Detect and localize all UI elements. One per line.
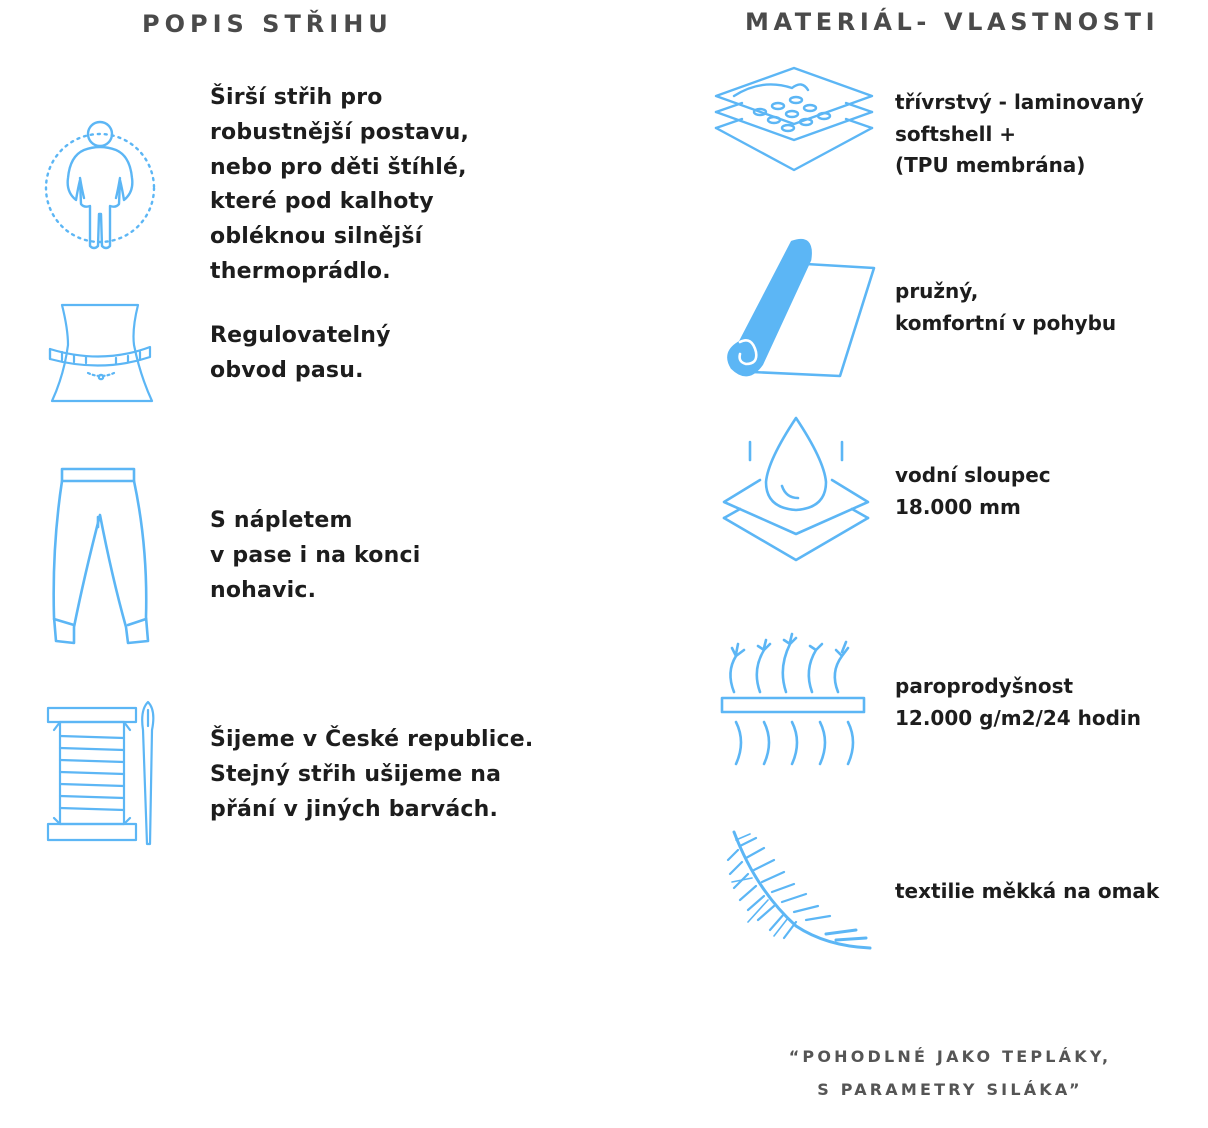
item-text-made-in-cz: Šijeme v České republice. Stejný střih ušijeme na přání v jiných barvách.	[210, 727, 534, 822]
tagline-quote: “POHODLNÉ JAKO TEPLÁKY, S PARAMETRY SILÁKA”	[788, 1047, 1112, 1099]
item-text-ribbing: S nápletem v pase i na konci nohavic.	[210, 508, 421, 603]
water-drop-icon	[720, 416, 872, 564]
breathable-icon	[720, 632, 868, 768]
body-icon	[44, 118, 156, 253]
item-text-breathability: paroprodyšnost 12.000 g/m2/24 hodin	[895, 674, 1142, 730]
item-text-stretch: pružný, komfortní v pohybu	[895, 279, 1117, 335]
thread-spool-needle-icon	[44, 700, 160, 848]
item-text-wide-cut: Širší střih pro robustnější postavu, nebo pro děti štíhlé, které pod kalhoty obléknou silnější thermoprádlo.	[210, 85, 470, 284]
item-text-soft-textile: textilie měkká na omak	[895, 879, 1160, 903]
pants-icon	[48, 467, 154, 645]
material-properties-heading: MATERIÁL- VLASTNOSTI	[745, 8, 1160, 36]
item-text-three-layer: třívrstvý - laminovaný softshell + (TPU membrána)	[895, 90, 1144, 177]
layers-icon	[712, 66, 876, 172]
item-text-water-column: vodní sloupec 18.000 mm	[895, 463, 1051, 519]
item-text-adjustable-waist: Regulovatelný obvod pasu.	[210, 323, 391, 383]
feather-icon	[726, 830, 874, 952]
cut-description-heading: POPIS STŘIHU	[142, 10, 393, 38]
waist-measure-icon	[46, 303, 158, 405]
fabric-roll-icon	[722, 234, 880, 380]
